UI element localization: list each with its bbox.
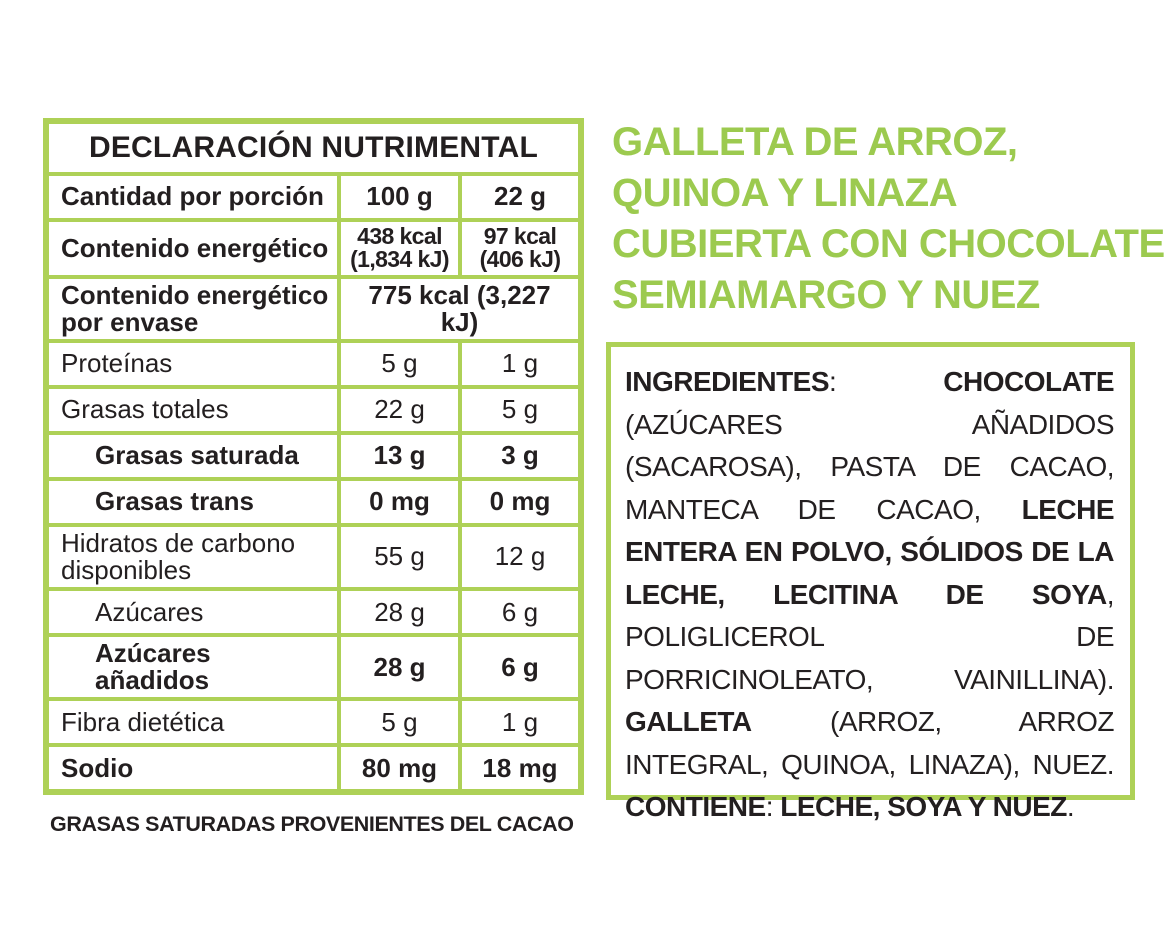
ingredient-emphasis: LECHE ENTERA EN POLVO, SÓLIDOS DE LA LECHE, LECITINA DE SOYA bbox=[625, 493, 1114, 610]
ingredients-box bbox=[606, 342, 1135, 822]
value-main: 6 g bbox=[501, 651, 539, 682]
value-main: 5 g bbox=[501, 394, 539, 425]
table-row bbox=[49, 591, 578, 633]
table-row bbox=[49, 747, 578, 789]
row-label: Grasas totales bbox=[49, 389, 337, 431]
row-label: Azúcares añadidos bbox=[49, 637, 337, 697]
row-value bbox=[341, 389, 458, 431]
row-value bbox=[341, 481, 458, 523]
value-main: 80 mg bbox=[361, 752, 438, 783]
row-label: Azúcares bbox=[49, 591, 337, 633]
table-row bbox=[49, 176, 578, 218]
row-value bbox=[341, 527, 458, 587]
table-row bbox=[49, 279, 578, 339]
row-value bbox=[341, 435, 458, 477]
value-main: 775 kcal (3,227 kJ) bbox=[368, 279, 551, 337]
value-main: 0 mg bbox=[369, 486, 430, 517]
row-value bbox=[341, 279, 578, 339]
row-value bbox=[462, 176, 578, 218]
value-main: 5 g bbox=[381, 706, 418, 737]
value-main: 22 g bbox=[493, 181, 547, 212]
row-value bbox=[341, 701, 458, 743]
value-main: 0 mg bbox=[489, 486, 551, 517]
product-title-line: QUINOA Y LINAZA bbox=[612, 171, 958, 215]
row-label: Sodio bbox=[49, 747, 337, 789]
row-value bbox=[341, 222, 458, 275]
value-main: 97 kcal bbox=[483, 223, 557, 249]
ingredient-emphasis: INGREDIENTES bbox=[625, 366, 830, 397]
table-row bbox=[49, 637, 578, 697]
table-row bbox=[49, 222, 578, 275]
value-kj: (1,834 kJ) bbox=[350, 246, 449, 273]
ingredient-text: : bbox=[765, 791, 781, 822]
row-value bbox=[341, 343, 458, 385]
product-title-line: SEMIAMARGO Y NUEZ bbox=[612, 273, 1040, 317]
nutrition-table-title: DECLARACIÓN NUTRIMENTAL bbox=[49, 124, 578, 172]
ingredient-emphasis: CHOCOLATE bbox=[943, 366, 1114, 397]
value-kj: (406 kJ) bbox=[479, 246, 561, 273]
value-main: 438 kcal bbox=[357, 223, 442, 249]
table-row bbox=[49, 701, 578, 743]
value-main: 3 g bbox=[501, 440, 539, 471]
value-main: 6 g bbox=[501, 596, 539, 627]
row-value bbox=[341, 591, 458, 633]
row-value bbox=[462, 591, 578, 633]
row-label: Hidratos de carbono disponibles bbox=[49, 527, 337, 587]
ingredient-emphasis: GALLETA bbox=[625, 706, 752, 737]
row-value bbox=[462, 701, 578, 743]
value-main: 1 g bbox=[501, 348, 539, 379]
value-main: 18 mg bbox=[482, 752, 558, 783]
value-main: 1 g bbox=[501, 706, 539, 737]
table-row bbox=[49, 389, 578, 431]
row-value bbox=[462, 527, 578, 587]
ingredient-text: (ARROZ, ARROZ INTEGRAL, QUINOA, LINAZA), NUEZ. bbox=[625, 706, 1114, 780]
product-title-line: CUBIERTA CON CHOCOLATE bbox=[612, 222, 1165, 266]
row-value bbox=[341, 637, 458, 697]
value-main: 13 g bbox=[373, 440, 426, 471]
value-main: 22 g bbox=[374, 394, 425, 425]
table-row bbox=[49, 481, 578, 523]
ingredient-text: (AZÚCARES AÑADIDOS (SACAROSA), PASTA DE CACAO, MANTECA DE CACAO, bbox=[625, 408, 1114, 525]
row-value bbox=[462, 637, 578, 697]
row-label: Grasas trans bbox=[49, 481, 337, 523]
row-label: Cantidad por porción bbox=[49, 176, 337, 218]
table-footnote: GRASAS SATURADAS PROVENIENTES DEL CACAO bbox=[50, 812, 574, 836]
ingredient-text: , POLIGLICEROL DE PORRICINOLEATO, VAINILLINA). bbox=[625, 578, 1114, 695]
ingredient-text: . bbox=[1066, 791, 1075, 822]
row-value bbox=[462, 389, 578, 431]
row-label: Fibra dietética bbox=[49, 701, 337, 743]
row-value bbox=[341, 176, 458, 218]
row-value bbox=[462, 747, 578, 789]
value-main: 5 g bbox=[381, 348, 418, 379]
ingredient-emphasis: CONTIENE bbox=[625, 791, 766, 822]
product-title bbox=[612, 117, 1166, 321]
row-label: Proteínas bbox=[49, 343, 337, 385]
value-main: 28 g bbox=[374, 596, 425, 627]
value-main: 100 g bbox=[366, 181, 433, 212]
nutrition-table-rows bbox=[49, 176, 578, 789]
row-value bbox=[462, 343, 578, 385]
table-row bbox=[49, 527, 578, 587]
value-main: 28 g bbox=[373, 651, 426, 682]
nutrition-table bbox=[43, 118, 584, 795]
value-main: 12 g bbox=[494, 541, 546, 572]
row-value bbox=[462, 435, 578, 477]
ingredient-emphasis: LECHE, SOYA Y NUEZ bbox=[780, 791, 1067, 822]
row-label: Grasas saturada bbox=[49, 435, 337, 477]
row-label: Contenido energético por envase bbox=[49, 279, 337, 339]
table-row bbox=[49, 435, 578, 477]
row-value bbox=[462, 222, 578, 275]
row-value bbox=[462, 481, 578, 523]
row-value bbox=[341, 747, 458, 789]
value-main: 55 g bbox=[374, 541, 425, 572]
product-title-line: GALLETA DE ARROZ, bbox=[612, 120, 1018, 164]
table-row bbox=[49, 343, 578, 385]
row-label: Contenido energético bbox=[49, 222, 337, 275]
ingredients-text bbox=[625, 361, 1114, 829]
ingredient-text: : bbox=[829, 366, 944, 397]
